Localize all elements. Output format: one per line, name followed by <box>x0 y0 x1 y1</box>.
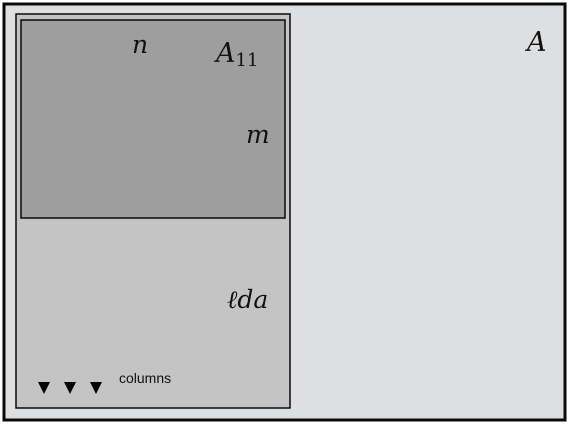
submatrix-a11-subscript: 11 <box>235 50 259 71</box>
m-rows-label: m <box>246 120 270 149</box>
submatrix-a11-name: A <box>216 38 236 69</box>
matrix-a-label: A <box>527 27 547 58</box>
n-columns-label: n <box>132 30 149 59</box>
columns-label: columns <box>119 370 172 386</box>
leading-dimension-label: ℓda <box>227 285 269 314</box>
